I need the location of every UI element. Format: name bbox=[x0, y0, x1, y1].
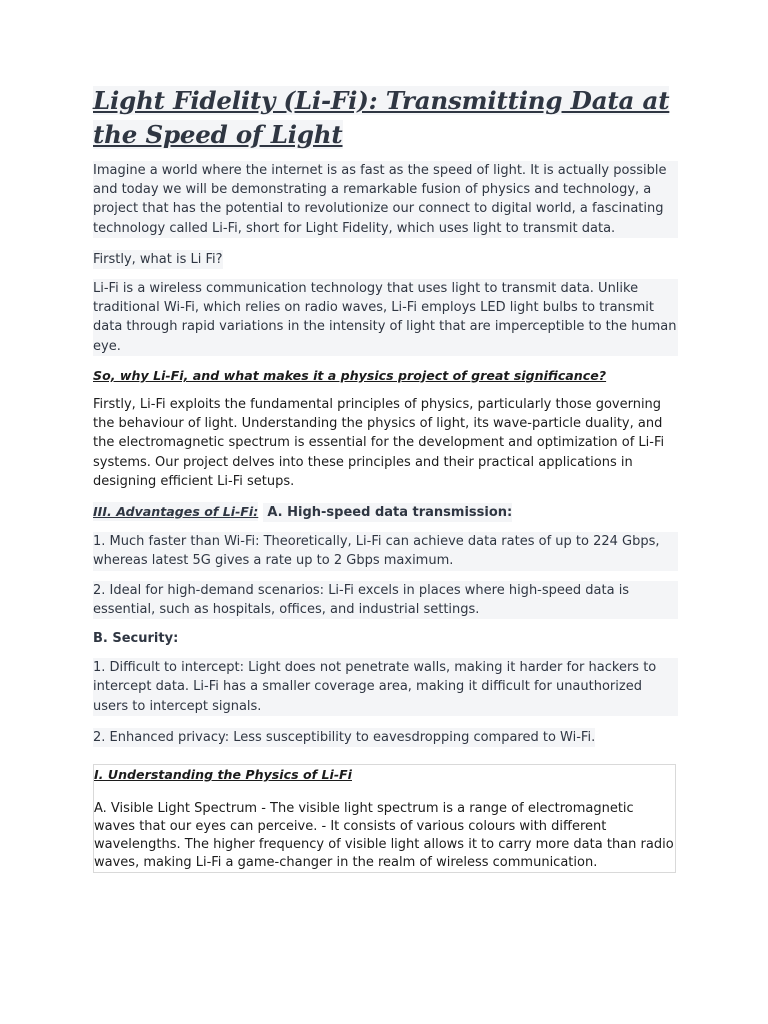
physics-paragraph: A. Visible Light Spectrum - The visible light spectrum is a range of electromagnetic waves that our eyes can perceive. - It consists of various colours with different wavelengths. The higher frequency of visible light allows it to carry more data than radio waves, making Li-Fi a game-changer in the realm of wireless communication. bbox=[94, 801, 674, 871]
why-paragraph: Firstly, Li-Fi exploits the fundamental principles of physics, particularly those governing the behaviour of light. Understanding the physics of light, its wave-particle duality, and the electromagnetic spectrum is essential for the development and optimization of Li-Fi systems. Our project delves into these principles and their practical applications in designing efficient Li-Fi setups. bbox=[93, 397, 665, 489]
speed-point-1: 1. Much faster than Wi-Fi: Theoretically, Li-Fi can achieve data rates of up to 224 Gbps, whereas latest 5G gives a rate up to 2 Gbps maximum. bbox=[93, 532, 678, 570]
what-is-answer: Li-Fi is a wireless communication technology that uses light to transmit data. Unlike traditional Wi-Fi, which relies on radio waves, Li-Fi employs LED light bulbs to transmit data through rapid variations in the intensity of light that are imperceptible to the human eye. bbox=[93, 279, 678, 356]
speed-point-2: 2. Ideal for high-demand scenarios: Li-Fi excels in places where high-speed data is essential, such as hospitals, offices, and industrial settings. bbox=[93, 581, 678, 619]
speed-heading-text: A. High-speed data transmission: bbox=[267, 505, 513, 521]
why-heading: So, why Li-Fi, and what makes it a physics project of great significance? bbox=[93, 367, 607, 383]
intro-paragraph: Imagine a world where the internet is as fast as the speed of light. It is actually possible and today we will be demonstrating a remarkable fusion of physics and technology, a project that has the potential to revolutionize our connect to digital world, a fascinating technology called Li-Fi, short for Light Fidelity, which uses light to transmit data. bbox=[93, 161, 678, 238]
title-block bbox=[93, 84, 678, 152]
security-heading: B. Security: bbox=[93, 631, 179, 647]
security-point-1: 1. Difficult to intercept: Light does not penetrate walls, making it harder for hackers to intercept data. Li-Fi has a smaller coverage area, making it difficult for unauthorized users to intercept signals. bbox=[93, 658, 678, 716]
speed-heading bbox=[263, 503, 512, 522]
physics-section-box bbox=[93, 764, 676, 873]
security-point-2: 2. Enhanced privacy: Less susceptibility to eavesdropping compared to Wi-Fi. bbox=[93, 728, 595, 747]
document-title: Light Fidelity (Li-Fi): Transmitting Data at the Speed of Light bbox=[93, 86, 670, 149]
what-is-question: Firstly, what is Li Fi? bbox=[93, 250, 223, 269]
advantages-heading: III. Advantages of Li-Fi: bbox=[93, 502, 258, 521]
physics-heading: I. Understanding the Physics of Li-Fi bbox=[94, 767, 352, 783]
